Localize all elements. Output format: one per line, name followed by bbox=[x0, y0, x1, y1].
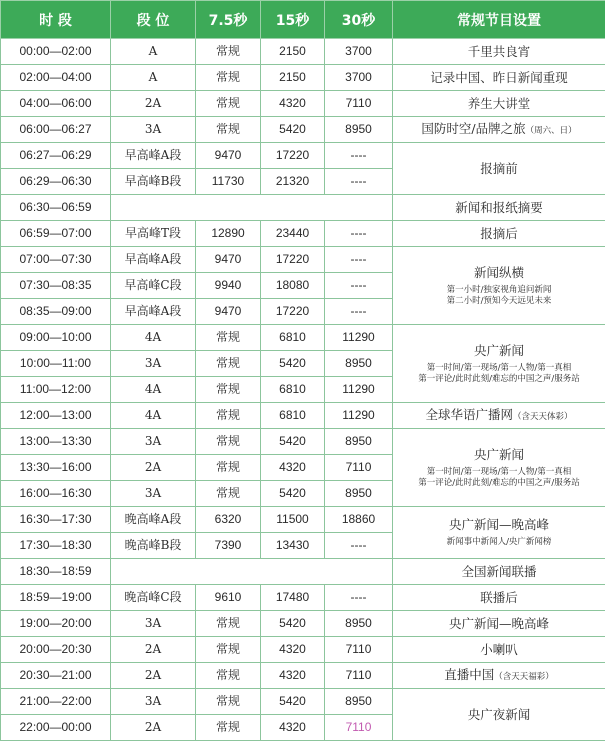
program-title: 国防时空/品牌之旅 bbox=[421, 120, 526, 136]
price-15s-cell: 6810 bbox=[261, 377, 325, 403]
segment-cell: 早高峰A段 bbox=[111, 247, 196, 273]
price-15s-cell: 5420 bbox=[261, 481, 325, 507]
price-15s-cell: 11500 bbox=[261, 507, 325, 533]
table-row bbox=[1, 195, 605, 221]
table-header-row bbox=[1, 1, 605, 39]
time-cell: 21:00—22:00 bbox=[1, 689, 111, 715]
program-subtitle: 新闻事中新闻人/央广新闻榜 bbox=[446, 537, 552, 547]
table-row bbox=[1, 611, 605, 637]
price-7-5s-cell: 常规 bbox=[196, 91, 261, 117]
segment-cell: 3A bbox=[111, 481, 196, 507]
price-15s-cell: 13430 bbox=[261, 533, 325, 559]
empty-cell bbox=[111, 195, 393, 221]
program-subtitle: 第一评论/此时此刻/难忘的中国之声/服务站 bbox=[418, 477, 580, 488]
table-row bbox=[1, 403, 605, 429]
price-30s-cell: 7110 bbox=[325, 455, 393, 481]
price-15s-cell: 2150 bbox=[261, 65, 325, 91]
table-row bbox=[1, 637, 605, 663]
price-30s-cell: 11290 bbox=[325, 403, 393, 429]
price-15s-cell: 5420 bbox=[261, 429, 325, 455]
price-7-5s-cell: 常规 bbox=[196, 351, 261, 377]
price-15s-cell: 2150 bbox=[261, 39, 325, 65]
time-cell: 06:29—06:30 bbox=[1, 169, 111, 195]
segment-cell: 晚高峰B段 bbox=[111, 533, 196, 559]
price-30s-cell: 8950 bbox=[325, 117, 393, 143]
price-30s-cell: 8950 bbox=[325, 351, 393, 377]
price-7-5s-cell: 9470 bbox=[196, 247, 261, 273]
segment-cell: 晚高峰A段 bbox=[111, 507, 196, 533]
time-cell: 13:00—13:30 bbox=[1, 429, 111, 455]
time-cell: 04:00—06:00 bbox=[1, 91, 111, 117]
header-15s: 15秒 bbox=[261, 1, 325, 39]
segment-cell: 4A bbox=[111, 377, 196, 403]
segment-cell: 3A bbox=[111, 351, 196, 377]
time-cell: 13:30—16:00 bbox=[1, 455, 111, 481]
price-30s-cell: ---- bbox=[325, 299, 393, 325]
price-15s-cell: 4320 bbox=[261, 637, 325, 663]
price-15s-cell: 6810 bbox=[261, 325, 325, 351]
table-row bbox=[1, 39, 605, 65]
header-30s: 30秒 bbox=[325, 1, 393, 39]
price-7-5s-cell: 常规 bbox=[196, 39, 261, 65]
table-row bbox=[1, 65, 605, 91]
table-row bbox=[1, 91, 605, 117]
price-15s-cell: 4320 bbox=[261, 91, 325, 117]
segment-cell: 早高峰T段 bbox=[111, 221, 196, 247]
segment-cell: 3A bbox=[111, 611, 196, 637]
program-cell: 全国新闻联播 bbox=[393, 559, 605, 585]
time-cell: 06:00—06:27 bbox=[1, 117, 111, 143]
price-30s-cell: ---- bbox=[325, 169, 393, 195]
segment-cell: 早高峰B段 bbox=[111, 169, 196, 195]
program-cell: 联播后 bbox=[393, 585, 605, 611]
time-cell: 09:00—10:00 bbox=[1, 325, 111, 351]
program-note: （周六、日） bbox=[525, 125, 577, 136]
program-cell bbox=[393, 247, 605, 325]
program-cell bbox=[393, 117, 605, 143]
price-15s-cell: 17220 bbox=[261, 143, 325, 169]
time-cell: 06:27—06:29 bbox=[1, 143, 111, 169]
price-7-5s-cell: 常规 bbox=[196, 611, 261, 637]
price-7-5s-cell: 9470 bbox=[196, 143, 261, 169]
time-cell: 06:59—07:00 bbox=[1, 221, 111, 247]
price-15s-cell: 5420 bbox=[261, 611, 325, 637]
table-row bbox=[1, 585, 605, 611]
table-row bbox=[1, 507, 605, 533]
program-subtitle: 第一时间/第一现场/第一人物/第一真相 bbox=[426, 362, 572, 373]
price-7-5s-cell: 常规 bbox=[196, 689, 261, 715]
price-7-5s-cell: 常规 bbox=[196, 715, 261, 741]
time-cell: 00:00—02:00 bbox=[1, 39, 111, 65]
price-30s-cell: ---- bbox=[325, 247, 393, 273]
price-15s-cell: 4320 bbox=[261, 663, 325, 689]
time-cell: 18:59—19:00 bbox=[1, 585, 111, 611]
time-cell: 16:30—17:30 bbox=[1, 507, 111, 533]
price-7-5s-cell: 11730 bbox=[196, 169, 261, 195]
price-30s-cell: ---- bbox=[325, 585, 393, 611]
program-cell bbox=[393, 403, 605, 429]
time-cell: 06:30—06:59 bbox=[1, 195, 111, 221]
program-cell bbox=[393, 429, 605, 507]
table-row bbox=[1, 663, 605, 689]
price-30s-cell: ---- bbox=[325, 221, 393, 247]
time-cell: 18:30—18:59 bbox=[1, 559, 111, 585]
segment-cell: 2A bbox=[111, 637, 196, 663]
program-title: 央广新闻 bbox=[473, 446, 524, 462]
price-30s-cell: 11290 bbox=[325, 325, 393, 351]
price-30s-cell: 7110 bbox=[325, 637, 393, 663]
segment-cell: 4A bbox=[111, 403, 196, 429]
table-row bbox=[1, 247, 605, 273]
time-cell: 20:00—20:30 bbox=[1, 637, 111, 663]
program-subtitle: 第二小时/预知今天远见未来 bbox=[446, 295, 552, 306]
header-program: 常规节目设置 bbox=[393, 1, 605, 39]
program-cell: 报摘前 bbox=[393, 143, 605, 195]
segment-cell: 早高峰C段 bbox=[111, 273, 196, 299]
segment-cell: A bbox=[111, 39, 196, 65]
segment-cell: A bbox=[111, 65, 196, 91]
price-30s-cell: 8950 bbox=[325, 481, 393, 507]
segment-cell: 早高峰A段 bbox=[111, 299, 196, 325]
price-30s-cell: 8950 bbox=[325, 429, 393, 455]
time-cell: 07:00—07:30 bbox=[1, 247, 111, 273]
price-7-5s-cell: 12890 bbox=[196, 221, 261, 247]
program-cell: 新闻和报纸摘要 bbox=[393, 195, 605, 221]
time-cell: 02:00—04:00 bbox=[1, 65, 111, 91]
program-cell: 央广新闻—晚高峰 bbox=[393, 611, 605, 637]
price-15s-cell: 17220 bbox=[261, 299, 325, 325]
header-7-5s: 7.5秒 bbox=[196, 1, 261, 39]
price-30s-cell: 3700 bbox=[325, 65, 393, 91]
time-cell: 19:00—20:00 bbox=[1, 611, 111, 637]
price-7-5s-cell: 6320 bbox=[196, 507, 261, 533]
segment-cell: 3A bbox=[111, 429, 196, 455]
price-7-5s-cell: 7390 bbox=[196, 533, 261, 559]
empty-cell bbox=[111, 559, 393, 585]
segment-cell: 2A bbox=[111, 663, 196, 689]
price-30s-cell: 3700 bbox=[325, 39, 393, 65]
time-cell: 07:30—08:35 bbox=[1, 273, 111, 299]
price-30s-cell: ---- bbox=[325, 273, 393, 299]
price-15s-cell: 18080 bbox=[261, 273, 325, 299]
price-7-5s-cell: 9610 bbox=[196, 585, 261, 611]
program-subtitle: 第一时间/第一现场/第一人物/第一真相 bbox=[426, 466, 572, 477]
segment-cell: 2A bbox=[111, 455, 196, 481]
segment-cell: 4A bbox=[111, 325, 196, 351]
price-15s-cell: 4320 bbox=[261, 455, 325, 481]
price-15s-cell: 23440 bbox=[261, 221, 325, 247]
program-cell: 报摘后 bbox=[393, 221, 605, 247]
price-15s-cell: 17220 bbox=[261, 247, 325, 273]
header-time: 时 段 bbox=[1, 1, 111, 39]
program-cell: 央广夜新闻 bbox=[393, 689, 605, 741]
price-30s-cell: 7110 bbox=[325, 663, 393, 689]
price-7-5s-cell: 常规 bbox=[196, 637, 261, 663]
time-cell: 17:30—18:30 bbox=[1, 533, 111, 559]
segment-cell: 晚高峰C段 bbox=[111, 585, 196, 611]
program-cell: 小喇叭 bbox=[393, 637, 605, 663]
price-15s-cell: 17480 bbox=[261, 585, 325, 611]
program-cell: 记录中国、昨日新闻重现 bbox=[393, 65, 605, 91]
program-subtitle: 第一评论/此时此刻/难忘的中国之声/服务站 bbox=[418, 373, 580, 384]
price-7-5s-cell: 常规 bbox=[196, 117, 261, 143]
program-cell bbox=[393, 663, 605, 689]
price-7-5s-cell: 常规 bbox=[196, 65, 261, 91]
time-cell: 20:30—21:00 bbox=[1, 663, 111, 689]
table-row bbox=[1, 559, 605, 585]
header-segment: 段 位 bbox=[111, 1, 196, 39]
segment-cell: 早高峰A段 bbox=[111, 143, 196, 169]
program-note: （含天天福彩） bbox=[494, 671, 554, 682]
time-cell: 11:00—12:00 bbox=[1, 377, 111, 403]
segment-cell: 2A bbox=[111, 91, 196, 117]
price-7-5s-cell: 常规 bbox=[196, 663, 261, 689]
price-15s-cell: 4320 bbox=[261, 715, 325, 741]
price-7-5s-cell: 9940 bbox=[196, 273, 261, 299]
price-30s-cell: ---- bbox=[325, 143, 393, 169]
price-30s-cell: 18860 bbox=[325, 507, 393, 533]
time-cell: 10:00—11:00 bbox=[1, 351, 111, 377]
program-title: 央广新闻 bbox=[473, 342, 524, 358]
segment-cell: 2A bbox=[111, 715, 196, 741]
price-7-5s-cell: 常规 bbox=[196, 403, 261, 429]
program-title: 直播中国 bbox=[444, 666, 495, 682]
price-30s-cell: 8950 bbox=[325, 611, 393, 637]
price-15s-cell: 5420 bbox=[261, 117, 325, 143]
program-subtitle: 第一小时/独家视角追问新闻 bbox=[446, 284, 552, 295]
time-cell: 12:00—13:00 bbox=[1, 403, 111, 429]
price-30s-cell: 8950 bbox=[325, 689, 393, 715]
price-7-5s-cell: 常规 bbox=[196, 455, 261, 481]
program-cell: 千里共良宵 bbox=[393, 39, 605, 65]
price-7-5s-cell: 常规 bbox=[196, 377, 261, 403]
program-cell bbox=[393, 507, 605, 559]
price-7-5s-cell: 常规 bbox=[196, 481, 261, 507]
table-row bbox=[1, 221, 605, 247]
price-15s-cell: 5420 bbox=[261, 351, 325, 377]
price-30s-cell: 11290 bbox=[325, 377, 393, 403]
program-title: 全球华语广播网 bbox=[425, 406, 513, 422]
table-row bbox=[1, 325, 605, 351]
table-row bbox=[1, 143, 605, 169]
price-30s-cell: 7110 bbox=[325, 91, 393, 117]
price-30s-cell: 7110 bbox=[325, 715, 393, 741]
program-note: （含天天体彩） bbox=[513, 411, 573, 422]
price-15s-cell: 5420 bbox=[261, 689, 325, 715]
table-row bbox=[1, 689, 605, 715]
price-7-5s-cell: 常规 bbox=[196, 325, 261, 351]
price-15s-cell: 6810 bbox=[261, 403, 325, 429]
program-title: 新闻纵横 bbox=[473, 264, 524, 280]
price-30s-cell: ---- bbox=[325, 533, 393, 559]
time-cell: 16:00—16:30 bbox=[1, 481, 111, 507]
program-cell bbox=[393, 325, 605, 403]
segment-cell: 3A bbox=[111, 689, 196, 715]
table-row bbox=[1, 429, 605, 455]
price-7-5s-cell: 常规 bbox=[196, 429, 261, 455]
price-7-5s-cell: 9470 bbox=[196, 299, 261, 325]
time-cell: 08:35—09:00 bbox=[1, 299, 111, 325]
segment-cell: 3A bbox=[111, 117, 196, 143]
table-row bbox=[1, 117, 605, 143]
time-cell: 22:00—00:00 bbox=[1, 715, 111, 741]
program-cell: 养生大讲堂 bbox=[393, 91, 605, 117]
price-15s-cell: 21320 bbox=[261, 169, 325, 195]
program-title: 央广新闻—晚高峰 bbox=[448, 517, 549, 532]
